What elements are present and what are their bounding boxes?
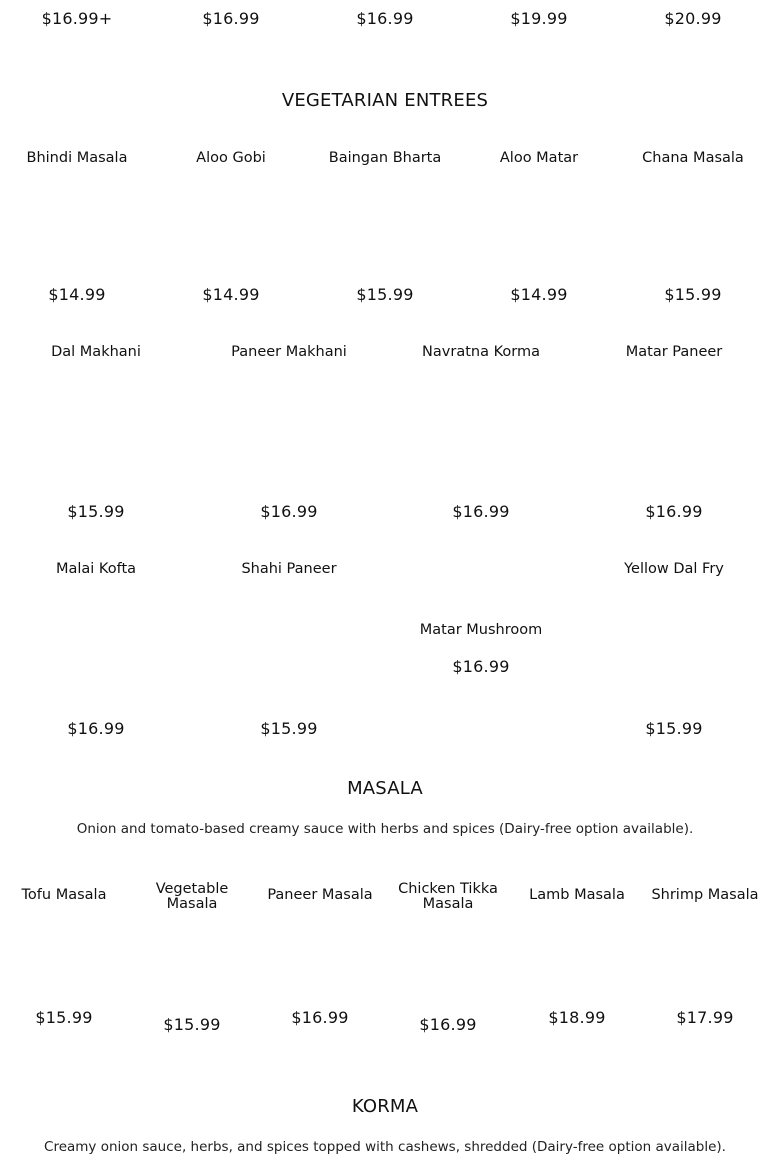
menu-item-name: Chana Masala — [642, 150, 744, 166]
menu-item-price: $20.99 — [664, 9, 722, 28]
menu-item-name: Paneer Makhani — [231, 344, 347, 360]
menu-item-price: $16.99 — [260, 502, 318, 521]
menu-item-name: Shahi Paneer — [241, 561, 337, 577]
menu-item-price: $15.99 — [356, 285, 414, 304]
menu-item-price: $15.99 — [664, 285, 722, 304]
menu-item-card[interactable] — [391, 342, 571, 527]
menu-item-price: $15.99 — [163, 1015, 221, 1034]
menu-item-card[interactable] — [464, 148, 614, 308]
menu-item-card[interactable] — [618, 148, 768, 308]
menu-item-card[interactable] — [6, 559, 186, 744]
menu-item-name: Lamb Masala — [529, 887, 625, 903]
menu-item-price: $16.99+ — [41, 9, 113, 28]
menu-item-name: Matar Mushroom — [419, 622, 543, 638]
menu-item-name: Tofu Masala — [21, 887, 107, 903]
menu-item-card[interactable] — [199, 342, 379, 527]
menu-item-price: $17.99 — [676, 1008, 734, 1027]
menu-item-price: $14.99 — [48, 285, 106, 304]
menu-item-name: Navratna Korma — [422, 344, 540, 360]
menu-item-name: Aloo Matar — [499, 150, 579, 166]
menu-item-price: $19.99 — [510, 9, 568, 28]
menu-item-name: Shrimp Masala — [651, 887, 759, 903]
menu-item-price: $16.99 — [452, 502, 510, 521]
menu-item-price: $16.99 — [452, 657, 510, 676]
menu-item-card[interactable] — [199, 559, 379, 744]
menu-item-card[interactable] — [6, 342, 186, 527]
menu-item-name: Paneer Masala — [267, 887, 373, 903]
menu-item-card[interactable] — [2, 148, 152, 308]
menu-item-price: $16.99 — [356, 9, 414, 28]
menu-item-card[interactable] — [584, 559, 764, 744]
menu-item-price: $16.99 — [67, 719, 125, 738]
menu-item-price: $15.99 — [67, 502, 125, 521]
menu-item-price: $15.99 — [35, 1008, 93, 1027]
menu-item-card[interactable] — [584, 342, 764, 527]
menu-item-name: Yellow Dal Fry — [624, 561, 724, 577]
section-description-masala: Onion and tomato-based creamy sauce with herbs and spices (Dairy-free option available). — [76, 821, 694, 837]
section-title-vegetarian: VEGETARIAN ENTREES — [281, 90, 489, 111]
menu-item-name: Bhindi Masala — [26, 150, 128, 166]
menu-item-name: Aloo Gobi — [196, 150, 266, 166]
menu-item-name: Matar Paneer — [625, 344, 723, 360]
menu-item-price: $14.99 — [202, 285, 260, 304]
section-title-masala: MASALA — [347, 778, 423, 799]
menu-item-card[interactable] — [130, 882, 254, 1042]
menu-item-card[interactable] — [643, 882, 767, 1042]
section-title-korma: KORMA — [351, 1096, 419, 1117]
menu-item-card[interactable] — [156, 148, 306, 308]
menu-item-card[interactable] — [2, 882, 126, 1042]
menu-item-card[interactable] — [310, 148, 460, 308]
menu-item-price: $15.99 — [260, 719, 318, 738]
menu-item-price: $16.99 — [291, 1008, 349, 1027]
menu-item-card[interactable] — [386, 882, 510, 1042]
menu-item-name: Dal Makhani — [51, 344, 141, 360]
menu-item-price: $18.99 — [548, 1008, 606, 1027]
section-description-korma: Creamy onion sauce, herbs, and spices topped with cashews, shredded (Dairy-free option available). — [44, 1139, 726, 1155]
menu-item-name: Baingan Bharta — [328, 150, 442, 166]
menu-item-card[interactable] — [258, 882, 382, 1042]
menu-item-price: $15.99 — [645, 719, 703, 738]
menu-item-name: Malai Kofta — [55, 561, 137, 577]
menu-item-price: $16.99 — [202, 9, 260, 28]
menu-item-card[interactable] — [391, 559, 571, 744]
menu-item-card[interactable] — [515, 882, 639, 1042]
menu-item-price: $14.99 — [510, 285, 568, 304]
menu-item-name: Chicken Tikka Masala — [398, 881, 498, 912]
menu-item-price: $16.99 — [419, 1015, 477, 1034]
menu-item-name: Vegetable Masala — [155, 881, 229, 912]
menu-item-price: $16.99 — [645, 502, 703, 521]
